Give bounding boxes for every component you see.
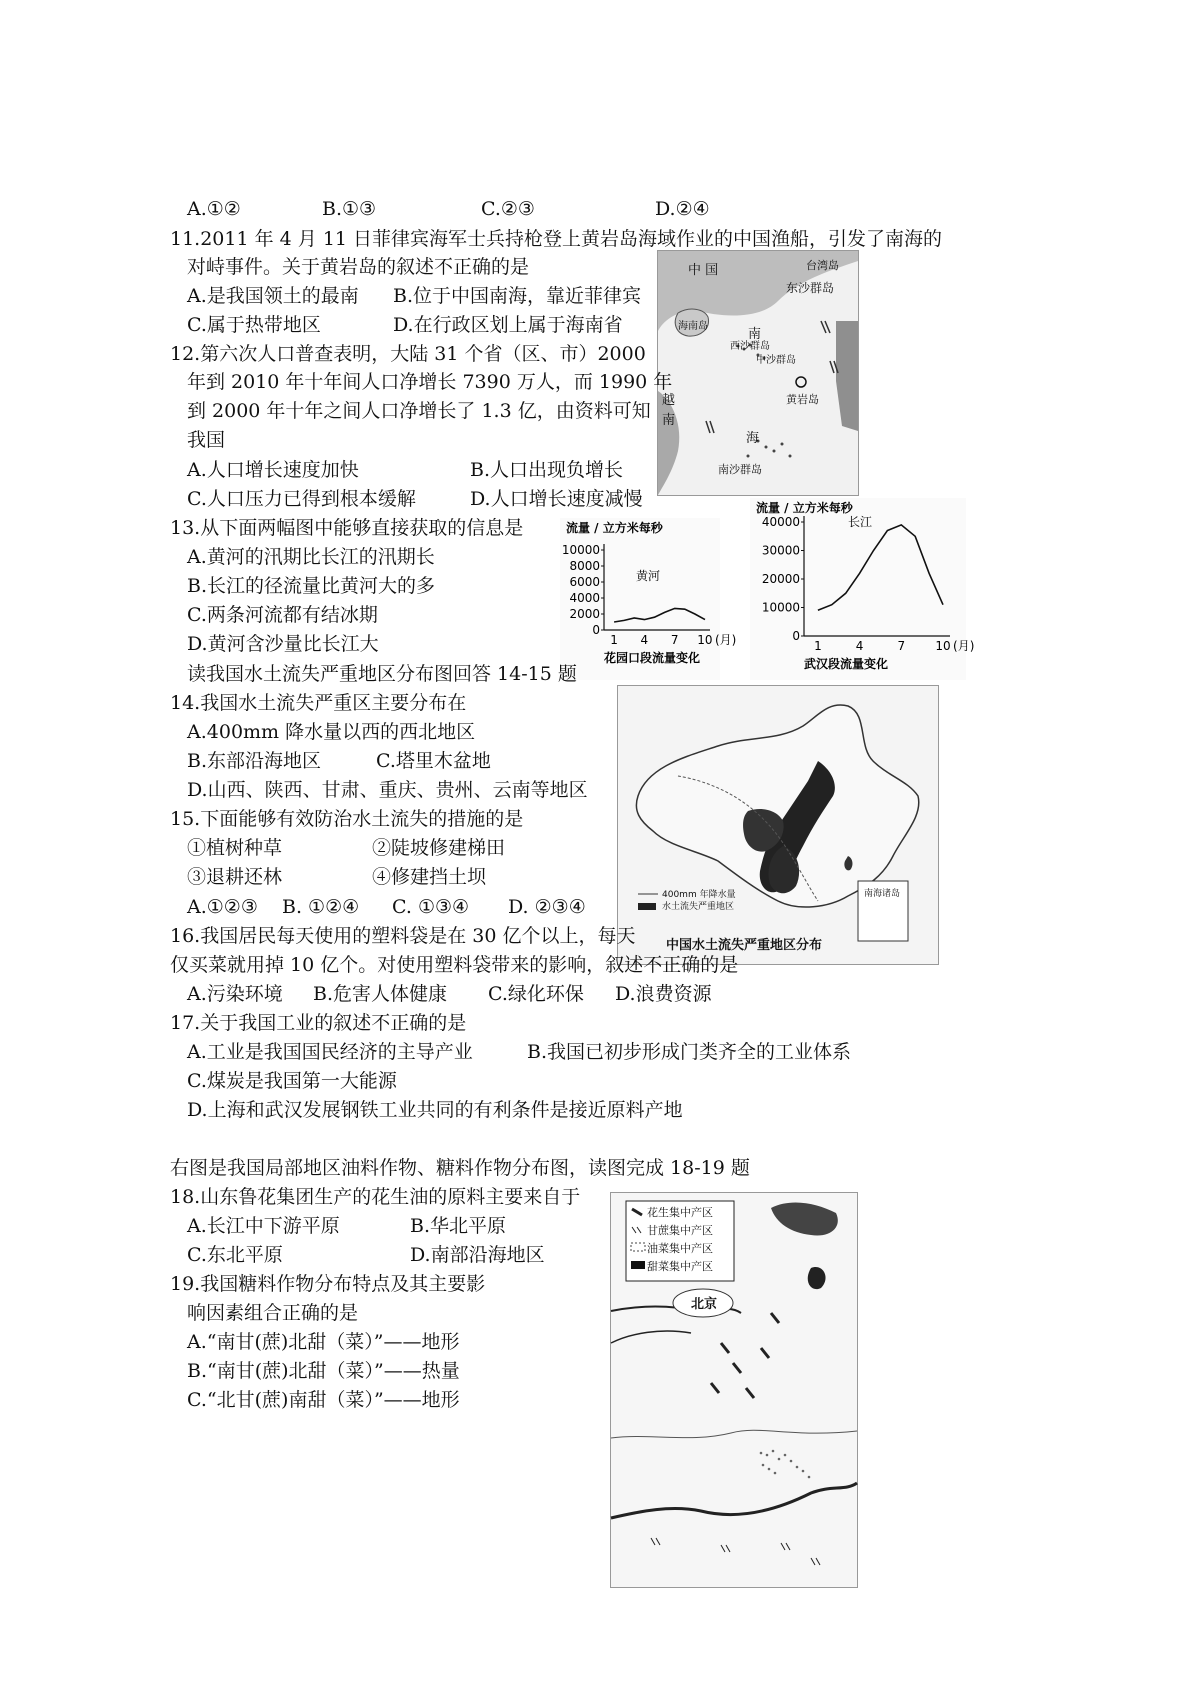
q14-option-a: A.400mm 降水量以西的西北地区: [187, 721, 476, 743]
q12-option-d: D.人口增长速度减慢: [470, 488, 643, 510]
x-unit-label: (月): [714, 633, 737, 647]
q17-option-a: A.工业是我国国民经济的主导产业: [187, 1041, 473, 1063]
map-label-nan: 南: [748, 327, 762, 342]
y-tick-label: 8000: [569, 559, 600, 573]
crop-distribution-map: [610, 1192, 858, 1588]
q16-option-b: B.危害人体健康: [313, 983, 448, 1005]
yangtze-river-chart: [750, 498, 975, 680]
map-label-hainan: 海南岛: [678, 321, 708, 332]
x-tick-label: 7: [670, 633, 679, 647]
y-tick-label: 2000: [569, 607, 600, 621]
q10-option-a: A.①②: [187, 198, 241, 220]
q14-15-intro: 读我国水土流失严重地区分布图回答 14-15 题: [187, 663, 577, 685]
crop-legend-rapeseed: 油菜集中产区: [647, 1242, 713, 1255]
q10-option-b: B.①③: [322, 198, 377, 220]
x-tick-label: 1: [610, 633, 618, 647]
map-label-nan2: 南: [662, 413, 676, 428]
map-label-hai: 海: [746, 431, 760, 446]
map-label-nansha: 南沙群岛: [718, 463, 762, 476]
q16-option-a: A.污染环境: [187, 983, 283, 1005]
flow-line: [818, 525, 943, 610]
crop-legend-peanut: 花生集中产区: [647, 1206, 713, 1219]
map-label-xisha: 西沙群岛: [730, 341, 770, 352]
q14-option-d: D.山西、陕西、甘肃、重庆、贵州、云南等地区: [187, 779, 588, 801]
q19-option-c: C.“北甘(蔗)南甜（菜）”——地形: [187, 1389, 460, 1411]
x-tick-label: 4: [640, 633, 649, 647]
q14-option-c: C.塔里木盆地: [376, 750, 491, 772]
q18-stem: 18.山东鲁花集团生产的花生油的原料主要来自于: [170, 1186, 581, 1208]
legend-erosion: 水土流失严重地区: [662, 902, 735, 912]
q18-option-a: A.长江中下游平原: [187, 1215, 340, 1237]
q16-option-d: D.浪费资源: [615, 983, 712, 1005]
y-tick-label: 0: [792, 629, 800, 643]
soil-map-caption: 中国水土流失严重地区分布: [666, 938, 823, 953]
q11-stem-line1: 11.2011 年 4 月 11 日菲律宾海军士兵持枪登上黄岩岛海域作业的中国渔船，引发了南海的: [170, 228, 943, 250]
q17-option-b: B.我国已初步形成门类齐全的工业体系: [527, 1041, 852, 1063]
south-china-sea-map: [657, 250, 859, 496]
q19-option-b: B.“南甘(蔗)北甜（菜）”——热量: [187, 1360, 460, 1382]
map-label-taiwan: 台湾岛: [806, 259, 839, 272]
chart-ylabel: 流量 / 立方米每秒: [566, 521, 663, 535]
q17-option-c: C.煤炭是我国第一大能源: [187, 1070, 397, 1092]
flow-line: [614, 608, 705, 622]
q12-option-b: B.人口出现负增长: [470, 459, 624, 481]
q10-option-d: D.②④: [655, 198, 710, 220]
q14-stem: 14.我国水土流失严重区主要分布在: [170, 692, 467, 714]
yellow-river-chart: [560, 518, 737, 680]
map-label-yue: 越: [662, 393, 676, 408]
q12-stem-line2: 年到 2010 年十年间人口净增长 7390 万人，而 1990 年: [187, 371, 673, 393]
q19-option-a: A.“南甘(蔗)北甜（菜）”——地形: [187, 1331, 460, 1353]
q13-option-d: D.黄河含沙量比长江大: [187, 633, 379, 655]
legend-rainfall: 400mm 年降水量: [662, 890, 736, 900]
q10-option-c: C.②③: [481, 198, 535, 220]
x-tick-label: 10: [935, 639, 951, 653]
q15-option-b: B. ①②④: [282, 896, 360, 918]
crop-map-beijing: 北京: [691, 1297, 718, 1312]
y-tick-label: 6000: [569, 575, 600, 589]
y-tick-label: 10000: [561, 543, 600, 557]
q16-stem-line1: 16.我国居民每天使用的塑料袋是在 30 亿个以上，每天: [170, 925, 636, 947]
q17-option-d: D.上海和武汉发展钢铁工业共同的有利条件是接近原料产地: [187, 1099, 683, 1121]
q15-item-4: ④修建挡土坝: [372, 866, 487, 888]
chart-title: 长江: [847, 515, 873, 529]
x-tick-label: 7: [897, 639, 906, 653]
chart-xlabel: 花园口段流量变化: [604, 651, 701, 665]
q18-option-c: C.东北平原: [187, 1244, 283, 1266]
q15-option-c: C. ①③④: [392, 896, 470, 918]
q19-stem-line2: 响因素组合正确的是: [187, 1302, 359, 1324]
q13-stem: 13.从下面两幅图中能够直接获取的信息是: [170, 517, 524, 539]
q15-item-1: ①植树种草: [187, 837, 283, 859]
q11-option-d: D.在行政区划上属于海南省: [393, 314, 623, 336]
q18-19-intro: 右图是我国局部地区油料作物、糖料作物分布图，读图完成 18-19 题: [170, 1157, 750, 1179]
q12-stem-line1: 12.第六次人口普查表明，大陆 31 个省（区、市）2000: [170, 343, 646, 365]
map-label-china: 中 国: [688, 263, 719, 278]
y-tick-label: 4000: [569, 591, 600, 605]
y-tick-label: 40000: [761, 515, 800, 529]
q12-option-a: A.人口增长速度加快: [187, 459, 359, 481]
chart-xlabel: 武汉段流量变化: [804, 657, 889, 671]
y-tick-label: 10000: [761, 600, 800, 615]
map-label-zhongsha: 中沙群岛: [756, 355, 796, 366]
q11-option-a: A.是我国领土的最南: [187, 285, 359, 307]
soil-erosion-map: [617, 685, 939, 965]
q15-item-2: ②陡坡修建梯田: [372, 837, 506, 859]
q15-option-d: D. ②③④: [508, 896, 586, 918]
q16-stem-line2: 仅买菜就用掉 10 亿个。对使用塑料袋带来的影响，叙述不正确的是: [170, 954, 739, 976]
q13-option-b: B.长江的径流量比黄河大的多: [187, 575, 436, 597]
q13-option-c: C.两条河流都有结冰期: [187, 604, 378, 626]
q11-option-c: C.属于热带地区: [187, 314, 321, 336]
q12-stem-line3: 到 2000 年十年之间人口净增长了 1.3 亿，由资料可知: [187, 400, 651, 422]
chart-title: 黄河: [635, 569, 661, 583]
q12-stem-line4: 我国: [187, 429, 226, 451]
crop-legend-sugarcane: 甘蔗集中产区: [647, 1224, 713, 1237]
chart-ylabel: 流量 / 立方米每秒: [756, 501, 853, 515]
x-tick-label: 4: [855, 639, 864, 653]
q16-option-c: C.绿化环保: [488, 983, 584, 1005]
y-tick-label: 20000: [761, 572, 800, 586]
crop-legend-sugarbeet: 甜菜集中产区: [647, 1260, 713, 1273]
q14-option-b: B.东部沿海地区: [187, 750, 322, 772]
map-label-dongsha: 东沙群岛: [786, 281, 835, 295]
q15-stem: 15.下面能够有效防治水土流失的措施的是: [170, 808, 524, 830]
x-unit-label: (月): [953, 639, 975, 653]
inset-south-sea: 南海诸岛: [864, 889, 901, 899]
x-tick-label: 10: [697, 633, 713, 647]
x-tick-label: 1: [814, 639, 822, 653]
q19-stem-line1: 19.我国糖料作物分布特点及其主要影: [170, 1273, 486, 1295]
q11-stem-line2: 对峙事件。关于黄岩岛的叙述不正确的是: [187, 256, 530, 278]
q18-option-d: D.南部沿海地区: [410, 1244, 545, 1266]
q13-option-a: A.黄河的汛期比长江的汛期长: [187, 546, 435, 568]
q15-item-3: ③退耕还林: [187, 866, 283, 888]
q15-option-a: A.①②③: [187, 896, 258, 918]
map-label-huangyan: 黄岩岛: [786, 393, 819, 406]
q17-stem: 17.关于我国工业的叙述不正确的是: [170, 1012, 467, 1034]
q12-option-c: C.人口压力已得到根本缓解: [187, 488, 416, 510]
q18-option-b: B.华北平原: [410, 1215, 507, 1237]
y-tick-label: 0: [592, 623, 600, 637]
q11-option-b: B.位于中国南海，靠近菲律宾: [393, 285, 642, 307]
y-tick-label: 30000: [761, 543, 800, 558]
